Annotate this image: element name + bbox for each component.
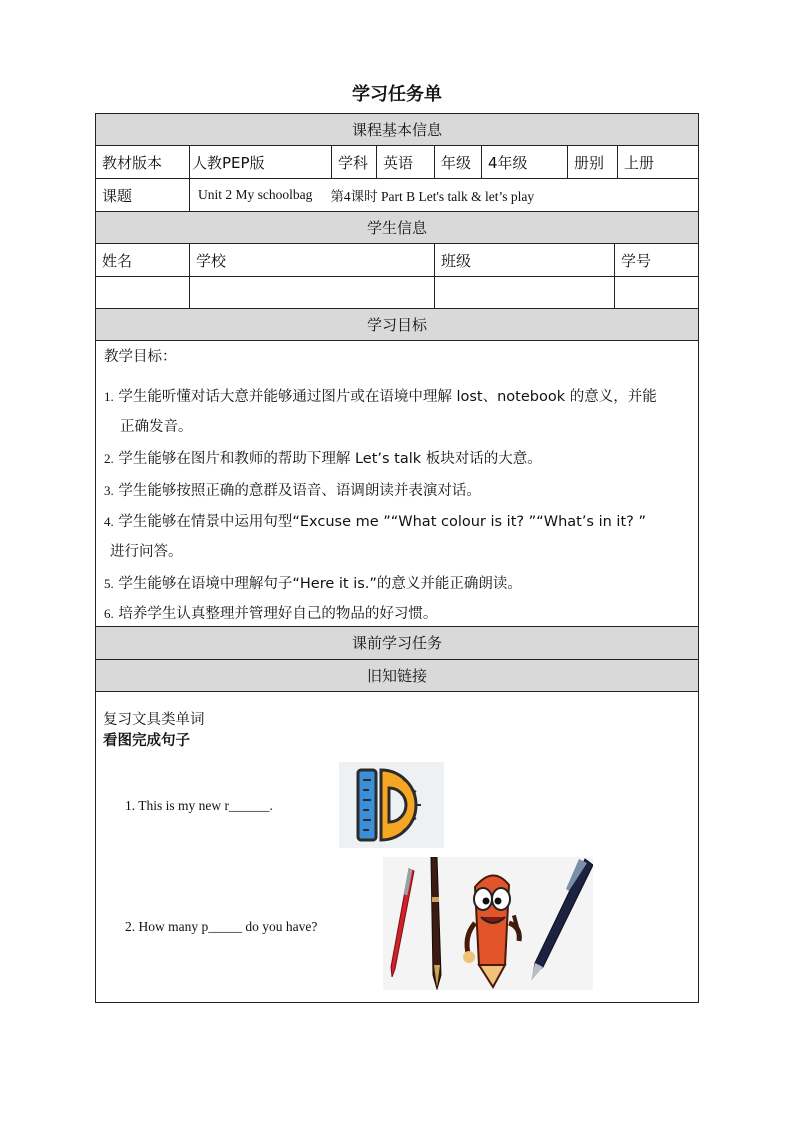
task-sheet-table [95,113,699,1003]
ruler-protractor-image [339,762,444,848]
objective-item-1: 1. 学生能听懂对话大意并能够通过图片或在语境中理解 lost、notebook 的意义，并能 [104,389,657,405]
topic-label: 课题 [96,179,190,211]
objectives-intro: 教学目标： [104,349,177,365]
course-details-row [96,146,698,179]
student-id-label: 学号 [621,251,652,270]
school-field[interactable] [190,277,435,308]
topic-lesson: 第4课时 Part B Let's talk & let’s play [330,189,535,204]
pre-class-header [96,627,698,660]
topic-row [96,179,698,212]
pre-class-header-label: 课前学习任务 [351,634,442,652]
student-blank-row [96,277,698,309]
subject-label: 学科 [332,146,377,178]
name-field[interactable] [96,277,190,308]
student-labels-row [96,244,698,277]
objectives-body [96,341,698,627]
class-label: 班级 [435,244,615,276]
grade-value: 4年级 [482,146,568,178]
objective-item-2: 2. 学生能够在图片和教师的帮助下理解 Let’s talk 板块对话的大意。 [104,451,542,467]
objectives-header [96,309,698,341]
class-field[interactable] [435,277,615,308]
name-label: 姓名 [96,244,190,276]
volume-label: 册别 [568,146,618,178]
exercise-1: 1. This is my new r______. [125,798,273,813]
school-label: 学校 [190,244,435,276]
course-info-header [96,114,698,146]
objective-item-3: 3. 学生能够按照正确的意群及语音、语调朗读并表演对话。 [104,483,481,499]
objectives-header-label: 学习目标 [366,316,427,334]
exercise-2: 2. How many p_____ do you have? [125,919,318,934]
topic-value [190,179,698,211]
page-title: 学习任务单 [352,84,442,105]
textbook-value: 人教PEP版 [190,146,332,178]
student-id-field[interactable] [615,277,698,308]
course-info-header-label: 课程基本信息 [351,121,442,139]
topic-unit: Unit 2 My schoolbag [198,187,313,202]
review-header-label: 旧知链接 [366,667,427,685]
objective-item-1-cont: 正确发音。 [120,419,193,435]
subject-value: 英语 [377,146,435,178]
grade-label: 年级 [435,146,482,178]
volume-value: 上册 [624,153,655,172]
objective-item-4-cont: 进行问答。 [110,544,183,560]
objective-item-5: 5. 学生能够在语境中理解句子“Here it is.”的意义并能正确朗读。 [104,576,522,592]
objective-item-4: 4. 学生能够在情景中运用句型“Excuse me ”“What colour is it? ”“What’s in it? ” [104,514,646,530]
instruction-text: 看图完成句子 [103,733,190,749]
review-body [96,692,698,1002]
textbook-label: 教材版本 [96,146,190,178]
objective-item-6: 6. 培养学生认真整理并管理好自己的物品的好习惯。 [104,606,438,622]
review-header [96,660,698,692]
review-title: 复习文具类单词 [103,712,205,728]
student-info-header-label: 学生信息 [366,219,427,237]
student-info-header [96,212,698,244]
pens-image [383,857,593,990]
